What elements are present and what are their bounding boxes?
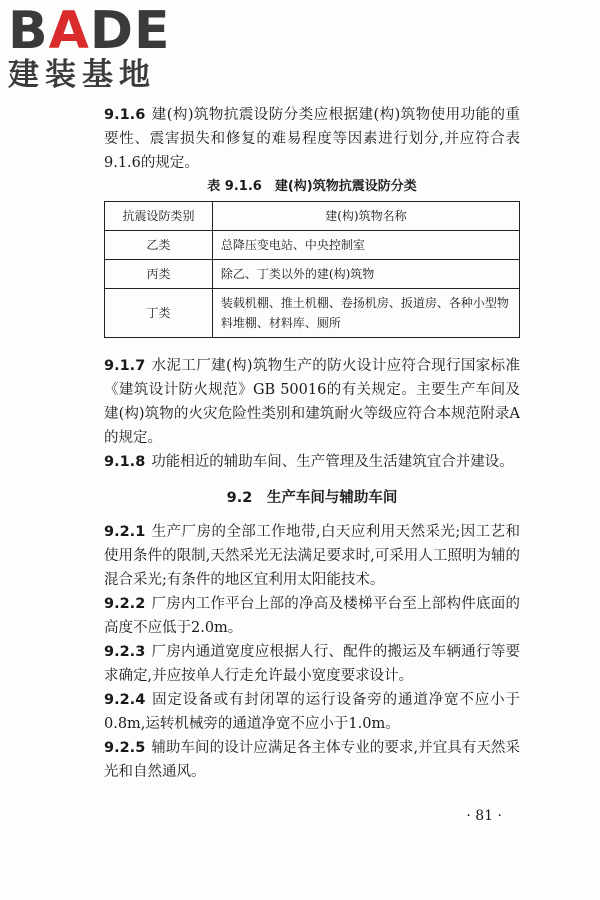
section-number: 9.2 — [226, 490, 253, 506]
names-cell: 总降压变电站、中央控制室 — [212, 231, 519, 260]
seismic-class-table — [104, 201, 520, 338]
table-row — [105, 260, 520, 289]
clause-text: 功能相近的辅助车间、生产管理及生活建筑宜合并建设。 — [151, 454, 514, 470]
page-number: · 81 · — [466, 808, 502, 824]
clause-number: 9.2.5 — [104, 740, 146, 756]
table-row — [105, 289, 520, 338]
clause-number: 9.2.4 — [104, 692, 146, 708]
clause — [104, 592, 520, 640]
clause-number: 9.2.1 — [104, 524, 146, 540]
clause — [104, 688, 520, 736]
clause-text: 建(构)筑物抗震设防分类应根据建(构)筑物使用功能的重要性、震害损失和修复的难易程度等因素进行划分,并应符合表9.1.6的规定。 — [104, 107, 520, 171]
clause-number: 9.1.6 — [104, 107, 146, 123]
names-cell: 除乙、丁类以外的建(构)筑物 — [212, 260, 519, 289]
clause — [104, 640, 520, 688]
clause — [104, 354, 520, 450]
clause-text: 固定设备或有封闭罩的运行设备旁的通道净宽不应小于0.8m,运转机械旁的通道净宽不应小于1.0m。 — [104, 692, 520, 732]
clause — [104, 450, 520, 474]
clause-number: 9.1.8 — [104, 454, 146, 470]
names-cell: 装载机棚、推土机棚、卷扬机房、扳道房、各种小型物料堆棚、材料库、厕所 — [212, 289, 519, 338]
table-header-row — [105, 202, 520, 231]
page-content — [104, 103, 520, 784]
table-caption: 表 9.1.6 建(构)筑物抗震设防分类 — [207, 179, 417, 194]
table-row — [105, 231, 520, 260]
clause-number: 9.1.7 — [104, 358, 146, 374]
clause — [104, 736, 520, 784]
table-header-cell: 抗震设防类别 — [105, 202, 213, 231]
category-cell: 丁类 — [105, 289, 213, 338]
category-cell: 丙类 — [105, 260, 213, 289]
logo-wordmark: BADE — [8, 1, 171, 61]
clause-text: 水泥工厂建(构)筑物生产的防火设计应符合现行国家标准《建筑设计防火规范》GB 50016的有关规定。主要生产车间及建(构)筑物的火灾危险性类别和建筑耐火等级应符合本规范附录A的规定。 — [104, 358, 520, 446]
clause-number: 9.2.3 — [104, 644, 146, 660]
brand-logo — [8, 1, 178, 96]
clause-text: 生产厂房的全部工作地带,白天应利用天然采光;因工艺和使用条件的限制,天然采光无法满足要求时,可采用人工照明为辅的混合采光;有条件的地区宜利用太阳能技术。 — [104, 524, 520, 588]
logo-chinese-text: 建装基地 — [8, 57, 156, 93]
table-header-cell: 建(构)筑物名称 — [212, 202, 519, 231]
clause-text: 厂房内通道宽度应根据人行、配件的搬运及车辆通行等要求确定,并应按单人行走允许最小宽度要求设计。 — [104, 644, 520, 684]
clause — [104, 520, 520, 592]
clause — [104, 103, 520, 175]
clause-text: 厂房内工作平台上部的净高及楼梯平台至上部构件底面的高度不应低于2.0m。 — [104, 596, 520, 636]
clause-text: 辅助车间的设计应满足各主体专业的要求,并宜具有天然采光和自然通风。 — [104, 740, 520, 780]
section-heading — [104, 486, 520, 510]
section-title-text: 生产车间与辅助车间 — [266, 490, 398, 506]
category-cell: 乙类 — [105, 231, 213, 260]
clause-number: 9.2.2 — [104, 596, 146, 612]
